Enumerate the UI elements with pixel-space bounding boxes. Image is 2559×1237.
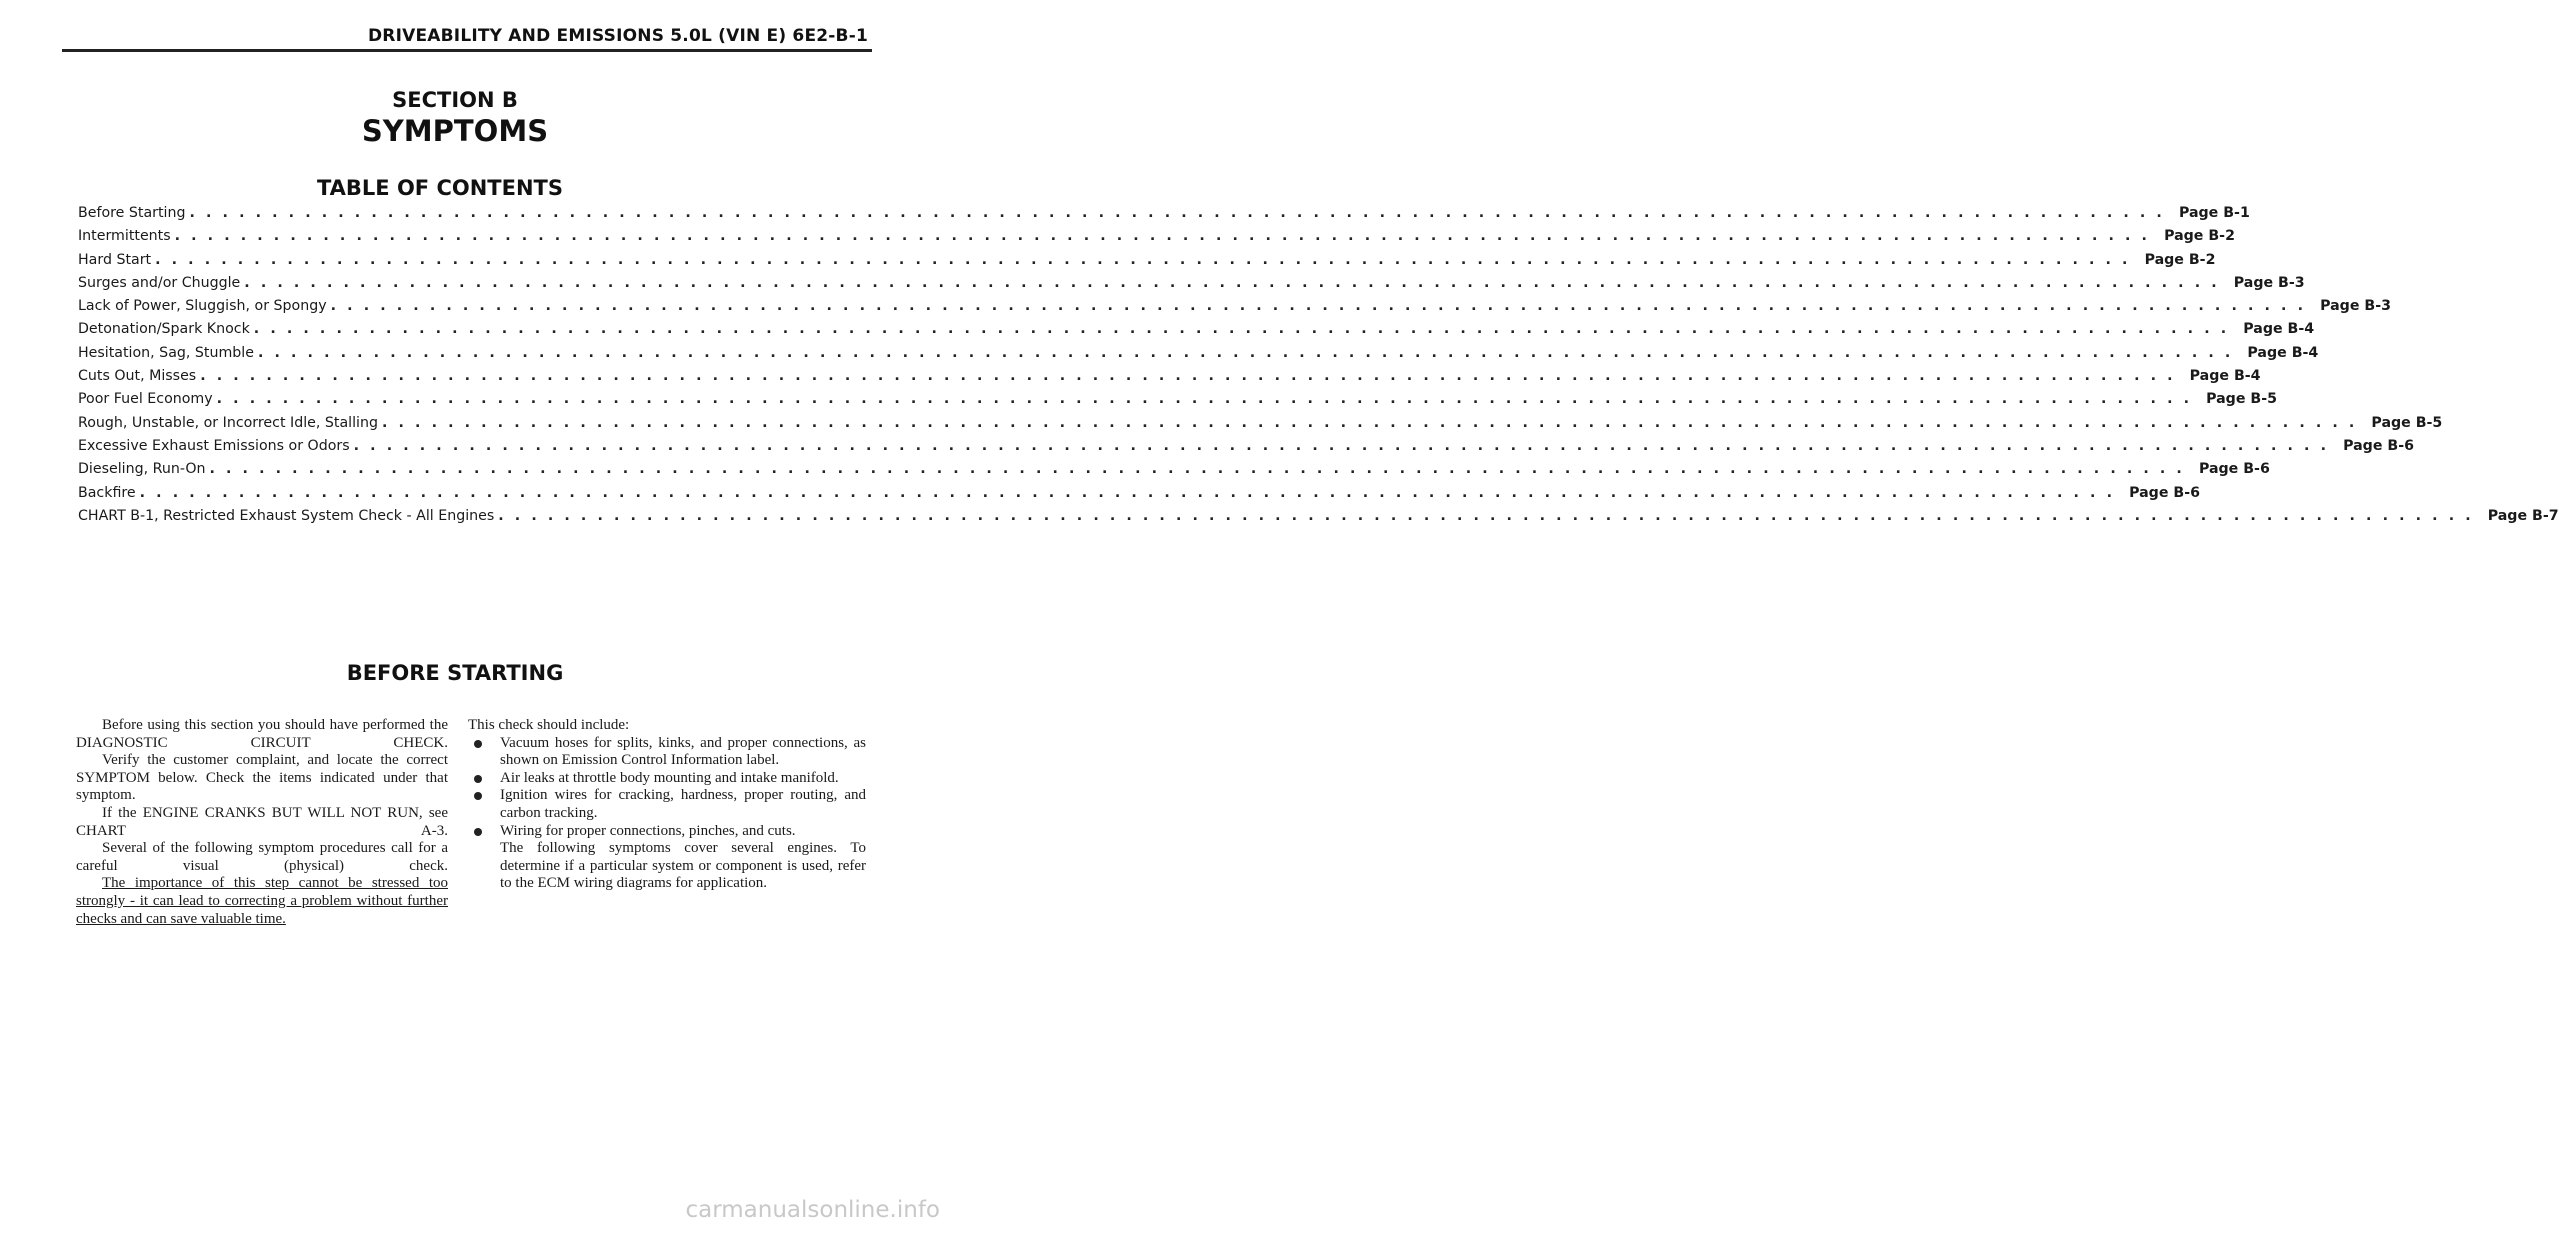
toc-dot-leader: . . . . . . . . . . . . . . . . . . . . . . . . . . . . . . . . . . . . . . . . . . . . . . . . . . . . . . . . . . . . . . . . . . . . . . . . . . . . . . . . . . . . . . . . . . . . . . . . . . . . . . . . . . . . . . . . . . . . . . . . — [139, 484, 2116, 501]
list-item — [468, 770, 866, 788]
bullet-icon — [474, 792, 482, 800]
section-label: SECTION B — [392, 88, 518, 112]
toc-entry — [78, 505, 2559, 528]
paragraph: The following symptoms cover several engines. To determine if a particular system or component is used, refer to the ECM wiring diagrams for application. — [500, 840, 866, 892]
toc-entry-page: Page B-7 — [2487, 507, 2559, 524]
toc-dot-leader: . . . . . . . . . . . . . . . . . . . . . . . . . . . . . . . . . . . . . . . . . . . . . . . . . . . . . . . . . . . . . . . . . . . . . . . . . . . . . . . . . . . . . . . . . . . . . . . . . . . . . . . . . . . . . . . . . . . . . . . . — [209, 461, 2185, 478]
paragraph: If the ENGINE CRANKS BUT WILL NOT RUN, see CHART A-3. — [76, 804, 448, 839]
before-starting-heading: BEFORE STARTING — [346, 661, 564, 685]
toc-dot-leader: . . . . . . . . . . . . . . . . . . . . . . . . . . . . . . . . . . . . . . . . . . . . . . . . . . . . . . . . . . . . . . . . . . . . . . . . . . . . . . . . . . . . . . . . . . . . . . . . . . . . . . . . . . . . . . . . . . . . . . . . — [174, 228, 2151, 245]
toc-entry-page: Page B-6 — [2343, 437, 2414, 454]
toc-entry-page: Page B-5 — [2206, 391, 2277, 408]
toc-entry-title: Surges and/or Chuggle — [78, 274, 241, 291]
toc-entry — [78, 202, 2250, 225]
toc-entry-title: Cuts Out, Misses — [78, 368, 197, 385]
section-title: SYMPTOMS — [361, 114, 549, 148]
toc-entry-page: Page B-4 — [2243, 321, 2315, 338]
checklist — [468, 735, 866, 841]
toc-entry-title: Intermittents — [78, 228, 171, 245]
toc-entry-title: Hard Start — [78, 251, 152, 268]
toc-dot-leader: . . . . . . . . . . . . . . . . . . . . . . . . . . . . . . . . . . . . . . . . . . . . . . . . . . . . . . . . . . . . . . . . . . . . . . . . . . . . . . . . . . . . . . . . . . . . . . . . . . . . . . . . . . . . . . . . . . . . . . . . — [200, 368, 2176, 385]
list-item — [468, 823, 866, 841]
toc-entry-title: CHART B-1, Restricted Exhaust System Check - All Engines — [78, 507, 495, 524]
list-item-text: Ignition wires for cracking, hardness, proper routing, and carbon tracking. — [500, 787, 866, 821]
list-item-text: Wiring for proper connections, pinches, and cuts. — [500, 822, 796, 839]
checklist-intro: This check should include: — [468, 717, 630, 733]
toc-entry-page: Page B-3 — [2320, 298, 2391, 315]
toc-dot-leader: . . . . . . . . . . . . . . . . . . . . . . . . . . . . . . . . . . . . . . . . . . . . . . . . . . . . . . . . . . . . . . . . . . . . . . . . . . . . . . . . . . . . . . . . . . . . . . . . . . . . . . . . . . . . . . . . . . . . . . . . — [189, 205, 2165, 221]
toc-dot-leader: . . . . . . . . . . . . . . . . . . . . . . . . . . . . . . . . . . . . . . . . . . . . . . . . . . . . . . . . . . . . . . . . . . . . . . . . . . . . . . . . . . . . . . . . . . . . . . . . . . . . . . . . . . . . . . . . . . . . . . . . — [216, 391, 2193, 408]
toc-entry-page: Page B-4 — [2247, 344, 2319, 361]
header-rule — [62, 49, 872, 52]
toc-entry-title: Backfire — [78, 484, 136, 501]
toc-heading: TABLE OF CONTENTS — [316, 176, 564, 200]
bullet-icon — [474, 828, 482, 836]
toc-entry-page: Page B-1 — [2178, 205, 2250, 221]
right-column — [468, 717, 866, 893]
toc-entry — [78, 318, 2315, 341]
list-item-text: Air leaks at throttle body mounting and intake manifold. — [500, 769, 839, 786]
bullet-icon — [474, 775, 482, 783]
toc-entry-title: Before Starting — [78, 205, 186, 221]
toc-entry-page: Page B-2 — [2164, 228, 2235, 245]
toc-entry — [78, 482, 2200, 505]
toc-entry-title: Detonation/Spark Knock — [78, 321, 250, 338]
toc-entry — [78, 249, 2216, 272]
toc-entry-page: Page B-6 — [2198, 461, 2270, 478]
toc-entry-page: Page B-5 — [2371, 414, 2443, 431]
toc-dot-leader: . . . . . . . . . . . . . . . . . . . . . . . . . . . . . . . . . . . . . . . . . . . . . . . . . . . . . . . . . . . . . . . . . . . . . . . . . . . . . . . . . . . . . . . . . . . . . . . . . . . . . . . . . . . . . . . . . . . . . . . . — [257, 344, 2234, 361]
toc-entry-title: Lack of Power, Sluggish, or Spongy — [78, 298, 327, 315]
paragraph: Several of the following symptom procedures call for a careful visual (physical) check. — [76, 840, 448, 874]
toc-entry — [78, 272, 2305, 295]
toc-dot-leader: . . . . . . . . . . . . . . . . . . . . . . . . . . . . . . . . . . . . . . . . . . . . . . . . . . . . . . . . . . . . . . . . . . . . . . . . . . . . . . . . . . . . . . . . . . . . . . . . . . . . . . . . . . . . . . . . . . . . . . . . — [155, 251, 2131, 268]
list-item — [468, 735, 866, 770]
toc-entry-title: Poor Fuel Economy — [78, 391, 213, 408]
toc-entry — [78, 295, 2391, 318]
toc-entry — [78, 365, 2261, 388]
list-item — [468, 787, 866, 822]
toc-entry — [78, 458, 2270, 481]
underlined-note: The importance of this step cannot be stressed too strongly - it can lead to correcting a problem without further checks and can save valuable time. — [76, 875, 448, 927]
toc-entry — [78, 388, 2277, 411]
toc-entry — [78, 342, 2319, 365]
toc-entry-page: Page B-4 — [2189, 368, 2261, 385]
toc-entry-title: Excessive Exhaust Emissions or Odors — [78, 437, 350, 454]
toc-entry-title: Dieseling, Run-On — [78, 461, 206, 478]
toc-dot-leader: . . . . . . . . . . . . . . . . . . . . . . . . . . . . . . . . . . . . . . . . . . . . . . . . . . . . . . . . . . . . . . . . . . . . . . . . . . . . . . . . . . . . . . . . . . . . . . . . . . . . . . . . . . . . . . . . . . . . . . . . — [253, 321, 2230, 338]
page-header: DRIVEABILITY AND EMISSIONS 5.0L (VIN E) 6E2-B-1 — [367, 26, 868, 46]
watermark: carmanualsonline.info — [685, 1197, 940, 1223]
paragraph: Before using this section you should have performed the DIAGNOSTIC CIRCUIT CHECK. — [76, 717, 448, 751]
toc-entry-page: Page B-3 — [2233, 274, 2305, 291]
toc-dot-leader: . . . . . . . . . . . . . . . . . . . . . . . . . . . . . . . . . . . . . . . . . . . . . . . . . . . . . . . . . . . . . . . . . . . . . . . . . . . . . . . . . . . . . . . . . . . . . . . . . . . . . . . . . . . . . . . . . . . . . . . . — [498, 507, 2474, 524]
toc-entry — [78, 225, 2235, 248]
toc-entry-title: Rough, Unstable, or Incorrect Idle, Stalling — [78, 414, 378, 431]
paragraph: Verify the customer complaint, and locate the correct SYMPTOM below. Check the items indicated under that symptom. — [76, 752, 448, 804]
bullet-icon — [474, 740, 482, 748]
toc-dot-leader: . . . . . . . . . . . . . . . . . . . . . . . . . . . . . . . . . . . . . . . . . . . . . . . . . . . . . . . . . . . . . . . . . . . . . . . . . . . . . . . . . . . . . . . . . . . . . . . . . . . . . . . . . . . . . . . . . . . . . . . . — [244, 274, 2220, 291]
toc-entry — [78, 435, 2414, 458]
left-column — [76, 717, 448, 928]
toc-dot-leader: . . . . . . . . . . . . . . . . . . . . . . . . . . . . . . . . . . . . . . . . . . . . . . . . . . . . . . . . . . . . . . . . . . . . . . . . . . . . . . . . . . . . . . . . . . . . . . . . . . . . . . . . . . . . . . . . . . . . . . . . — [330, 298, 2307, 315]
toc-entry-title: Hesitation, Sag, Stumble — [78, 344, 254, 361]
toc-dot-leader: . . . . . . . . . . . . . . . . . . . . . . . . . . . . . . . . . . . . . . . . . . . . . . . . . . . . . . . . . . . . . . . . . . . . . . . . . . . . . . . . . . . . . . . . . . . . . . . . . . . . . . . . . . . . . . . . . . . . . . . . — [353, 437, 2330, 454]
toc-entry-page: Page B-2 — [2144, 251, 2216, 268]
toc-entry-page: Page B-6 — [2129, 484, 2200, 501]
table-of-contents — [78, 202, 2559, 528]
toc-entry — [78, 412, 2443, 435]
list-item-text: Vacuum hoses for splits, kinks, and proper connections, as shown on Emission Control Information label. — [500, 734, 866, 769]
toc-dot-leader: . . . . . . . . . . . . . . . . . . . . . . . . . . . . . . . . . . . . . . . . . . . . . . . . . . . . . . . . . . . . . . . . . . . . . . . . . . . . . . . . . . . . . . . . . . . . . . . . . . . . . . . . . . . . . . . . . . . . . . . . — [381, 414, 2358, 431]
